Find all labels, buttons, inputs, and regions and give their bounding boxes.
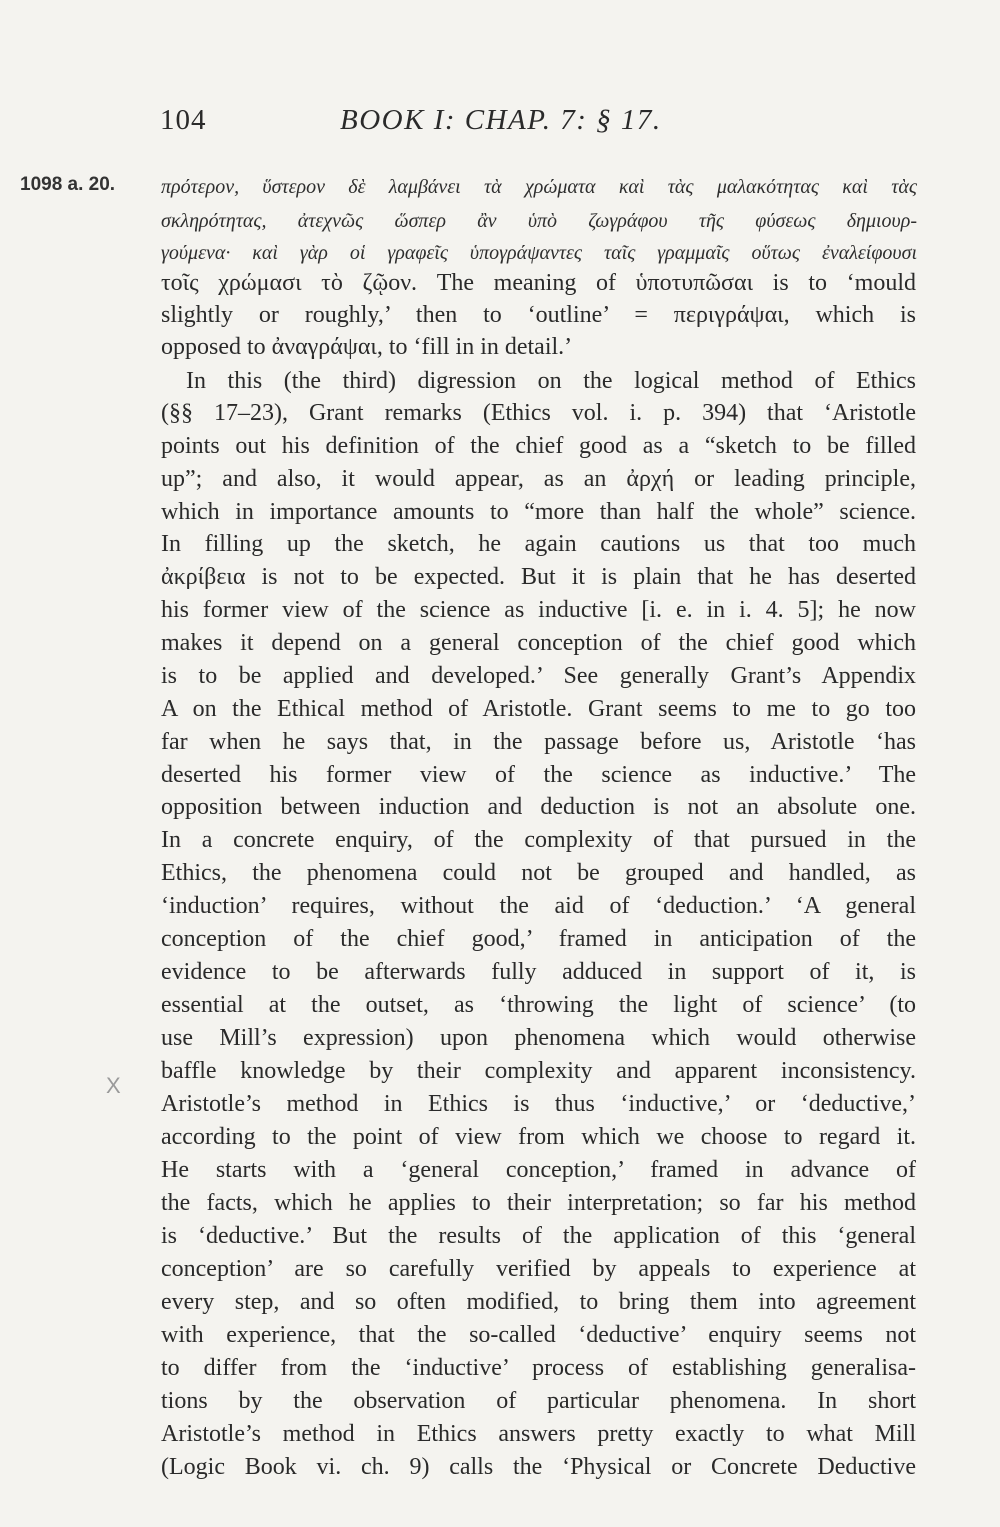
text-line: to differ from the ‘inductive’ process of establishing generalisa- xyxy=(161,1355,916,1381)
text-line: ‘induction’ requires, without the aid of ‘deduction.’ ‘A general xyxy=(161,893,916,919)
text-line: slightly or roughly,’ then to ‘outline’ = περιγράψαι, which is xyxy=(161,302,916,328)
text-line: far when he says that, in the passage before us, Aristotle ‘has xyxy=(161,729,916,755)
text-line: In a concrete enquiry, of the complexity of that pursued in the xyxy=(161,827,916,853)
text-line: Aristotle’s method in Ethics answers pretty exactly to what Mill xyxy=(161,1421,916,1447)
text-line: τοῖς χρώμασι τὸ ζῷον. The meaning of ὑποτυπῶσαι is to ‘mould xyxy=(161,270,916,296)
text-line: opposition between induction and deduction is not an absolute one. xyxy=(161,794,916,820)
page-number: 104 xyxy=(160,104,207,136)
text-line: with experience, that the so-called ‘deductive’ enquiry seems not xyxy=(161,1322,916,1348)
text-line: every step, and so often modified, to bring them into agreement xyxy=(161,1289,916,1315)
text-line: baffle knowledge by their complexity and apparent inconsistency. xyxy=(161,1058,916,1084)
text-line: conception of the chief good,’ framed in anticipation of the xyxy=(161,926,916,952)
text-line: is ‘deductive.’ But the results of the application of this ‘general xyxy=(161,1223,916,1249)
text-line: his former view of the science as inductive [i. e. in i. 4. 5]; he now xyxy=(161,597,916,623)
text-line: points out his definition of the chief good as a “sketch to be filled xyxy=(161,433,916,459)
text-line: the facts, which he applies to their interpretation; so far his method xyxy=(161,1190,916,1216)
text-line: opposed to ἀναγράψαι, to ‘fill in in detail.’ xyxy=(161,334,573,360)
text-line: (Logic Book vi. ch. 9) calls the ‘Physical or Concrete Deductive xyxy=(161,1454,916,1480)
text-line: according to the point of view from which we choose to regard it. xyxy=(161,1124,916,1150)
text-line: makes it depend on a general conception of the chief good which xyxy=(161,630,916,656)
text-line: conception’ are so carefully verified by appeals to experience at xyxy=(161,1256,916,1282)
text-line: deserted his former view of the science as inductive.’ The xyxy=(161,762,916,788)
text-line: which in importance amounts to “more than half the whole” science. xyxy=(161,499,916,525)
running-head: BOOK I: CHAP. 7: § 17. xyxy=(340,104,662,136)
greek-line: πρότερον, ὕστερον δὲ λαμβάνει τὰ χρώματα καὶ τὰς μαλακότητας καὶ τὰς xyxy=(161,176,917,198)
text-line: use Mill’s expression) upon phenomena which would otherwise xyxy=(161,1025,916,1051)
greek-line: σκληρότητας, ἀτεχνῶς ὥσπερ ἂν ὑπὸ ζωγράφου τῆς φύσεως δημιουρ- xyxy=(161,210,917,232)
margin-reference: 1098 a. 20. xyxy=(20,174,116,195)
text-line: tions by the observation of particular phenomena. In short xyxy=(161,1388,916,1414)
text-line: essential at the outset, as ‘throwing the light of science’ (to xyxy=(161,992,916,1018)
text-line: Ethics, the phenomena could not be grouped and handled, as xyxy=(161,860,916,886)
text-line: He starts with a ‘general conception,’ framed in advance of xyxy=(161,1157,916,1183)
text-line: evidence to be afterwards fully adduced in support of it, is xyxy=(161,959,916,985)
text-line: In this (the third) digression on the logical method of Ethics xyxy=(186,368,916,394)
greek-line: γούμενα· καὶ γὰρ οἱ γραφεῖς ὑπογράψαντες ταῖς γραμμαῖς οὕτως ἐναλείφουσι xyxy=(161,242,917,264)
text-line: (§§ 17–23), Grant remarks (Ethics vol. i. p. 394) that ‘Aristotle xyxy=(161,400,916,426)
text-line: up”; and also, it would appear, as an ἀρχή or leading principle, xyxy=(161,466,916,492)
text-line: is to be applied and developed.’ See generally Grant’s Appendix xyxy=(161,663,916,689)
text-line: In filling up the sketch, he again cautions us that too much xyxy=(161,531,916,557)
margin-pencil-mark: X xyxy=(106,1073,121,1098)
text-line: A on the Ethical method of Aristotle. Grant seems to me to go too xyxy=(161,696,916,722)
text-line: ἀκρίβεια is not to be expected. But it is plain that he has deserted xyxy=(161,564,916,590)
text-line: Aristotle’s method in Ethics is thus ‘inductive,’ or ‘deductive,’ xyxy=(161,1091,916,1117)
